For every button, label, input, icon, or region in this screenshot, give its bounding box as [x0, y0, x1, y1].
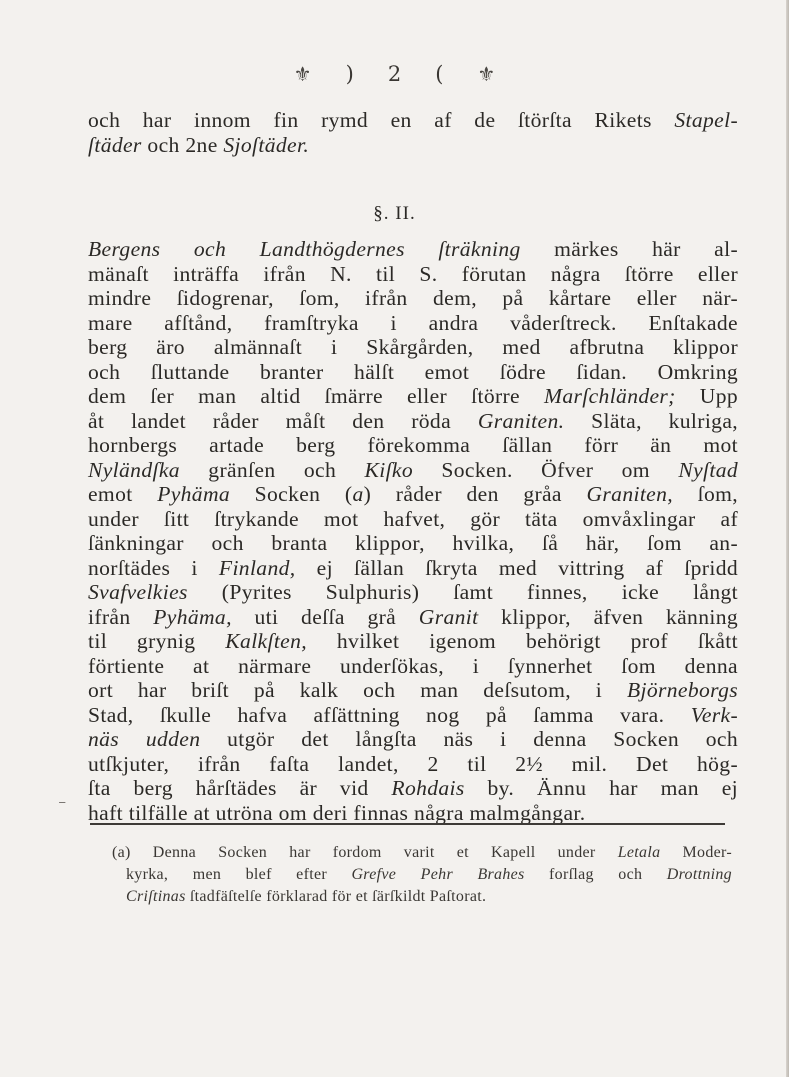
text-run: emot	[88, 482, 158, 506]
page-number: 2	[387, 62, 402, 86]
italic-text: Marſchländer;	[544, 384, 676, 408]
text-run: förtiente at närmare underſökas, i ſynnerhet ſom denna	[88, 653, 738, 678]
italic-text: Grefve Pehr Brahes	[351, 866, 525, 883]
text-run: (a) Denna Socken har fordom varit et Kapell under	[112, 844, 618, 861]
text-line	[88, 108, 738, 133]
text-run: märkes här al-	[520, 237, 738, 261]
text-line	[88, 801, 738, 826]
text-run: ſtadfäſtelſe förklarad för et ſärſkildt Paſtorat.	[185, 888, 487, 905]
text-run: Stad, ſkulle hafva afſättning nog på ſamma vara.	[88, 702, 691, 727]
italic-text: Verk-	[690, 702, 738, 727]
text-run: under ſitt ſtrykande mot hafvet, gör täta omvåxlingar af	[88, 506, 738, 531]
text-run: ſänkningar och branta klippor, hvilka, ſå här, ſom an-	[88, 531, 738, 555]
text-line	[88, 703, 738, 728]
text-run: Moder-	[660, 844, 732, 861]
text-run: mindre ſidogrenar, ſom, ifrån dem, på kårtare eller när-	[88, 286, 738, 310]
text-line	[88, 482, 738, 507]
text-line	[112, 886, 732, 908]
text-run: och har innom fin rymd en af de ſtörſta Rikets	[88, 108, 675, 132]
text-run: hornbergs artade berg förekomma ſällan förr än mot	[88, 433, 738, 457]
section-heading: §. II.	[373, 203, 416, 224]
text-run: forſlag och	[524, 866, 667, 883]
text-run: utſkjuter, ifrån faſta landet, 2 til 2½ mil. Det hög-	[88, 751, 738, 776]
text-line	[88, 262, 738, 287]
section-body-paragraph	[88, 237, 738, 825]
text-run: ort har briſt på kalk och man deſsutom, i	[88, 678, 627, 702]
text-line	[88, 133, 738, 158]
italic-text: ſtäder	[88, 132, 142, 157]
text-run: ifrån	[88, 604, 154, 629]
text-line	[88, 458, 738, 483]
text-line	[88, 409, 738, 434]
text-line	[88, 727, 738, 752]
text-run: Socken (	[230, 482, 353, 506]
italic-text: Pyhäma,	[153, 604, 232, 629]
text-line	[112, 864, 732, 886]
text-run: utgör det långſta näs i denna Socken och	[200, 727, 738, 751]
page-header	[0, 62, 789, 86]
text-run: kyrka, men blef efter	[126, 866, 352, 883]
text-line	[88, 654, 738, 679]
text-run: Socken. Öfver om	[413, 457, 679, 482]
italic-text: Kiſko	[364, 457, 414, 482]
text-run: åt landet råder måſt den röda	[88, 408, 478, 433]
text-line	[88, 286, 738, 311]
text-run: ) råder den gråa	[363, 482, 587, 506]
text-line	[88, 237, 738, 262]
text-line	[88, 556, 738, 581]
italic-text: Kalkſten,	[225, 629, 308, 653]
text-run: ej ſällan ſkryta med vittring af ſpridd	[295, 555, 738, 580]
text-run: mare afſtånd, framſtryka i andra våderſtreck. Enſtakade	[88, 310, 738, 335]
margin-mark: ⁻	[58, 796, 67, 815]
text-run: mänaſt inträffa ifrån N. til S. förutan några ſtörre eller	[88, 261, 738, 286]
italic-text: Svafvelkies	[88, 580, 188, 604]
text-line	[88, 507, 738, 532]
text-line	[88, 580, 738, 605]
text-run: Släta, kulriga,	[564, 408, 738, 433]
text-line	[88, 776, 738, 801]
text-run: by. Ännu har man ej	[464, 776, 739, 800]
text-run: gränſen och	[179, 457, 365, 482]
text-line	[88, 605, 738, 630]
text-line	[88, 384, 738, 409]
italic-text: Pyhäma	[157, 482, 231, 506]
intro-paragraph	[88, 108, 738, 157]
text-run: (Pyrites Sulphuris) ſamt finnes, icke långt	[187, 580, 738, 604]
footnote	[112, 842, 732, 908]
italic-text: Björneborgs	[626, 678, 738, 702]
italic-text: Graniten,	[586, 482, 674, 506]
text-line	[112, 842, 732, 864]
fleur-de-lis-ornament-icon: ⚜	[293, 62, 312, 86]
text-line	[88, 311, 738, 336]
text-run: norſtädes i	[88, 555, 219, 580]
text-run: haft tilfälle at utröna om deri finnas några malmgångar.	[88, 800, 586, 825]
italic-text: a	[352, 482, 364, 506]
text-run: uti deſſa grå	[231, 604, 419, 629]
text-run: berg äro almännaſt i Skårgården, med afbrutna klippor	[88, 335, 738, 359]
italic-text: Criſtinas	[126, 888, 186, 905]
text-run: ſta berg hårſtädes är vid	[88, 776, 392, 800]
text-line	[88, 629, 738, 654]
text-run: ſom,	[673, 482, 739, 506]
text-line	[88, 433, 738, 458]
italic-text: Granit	[418, 604, 479, 629]
italic-text: näs udden	[88, 727, 201, 751]
fleur-de-lis-ornament-icon: ⚜	[477, 62, 496, 86]
italic-text: Stapel-	[674, 108, 738, 132]
text-run: klippor, äfven känning	[478, 604, 738, 629]
italic-text: Drottning	[666, 866, 732, 883]
text-run: dem ſer man altid ſmärre eller ſtörre	[88, 384, 545, 408]
text-run: til grynig	[88, 629, 226, 653]
italic-text: Graniten.	[477, 408, 565, 433]
footnote-divider	[90, 823, 725, 825]
italic-text: Finland,	[218, 555, 296, 580]
page-number-bracket-left: )	[345, 62, 354, 86]
italic-text: Nyſtad	[678, 457, 738, 482]
text-line	[88, 531, 738, 556]
italic-text: Letala	[617, 844, 661, 861]
text-line	[88, 752, 738, 777]
italic-text: Rohdais	[391, 776, 465, 800]
text-run: hvilket igenom behörigt prof ſkått	[307, 629, 738, 653]
text-line	[88, 678, 738, 703]
italic-text: Bergens och Landthögdernes ſträkning	[88, 237, 521, 261]
text-run: och 2ne	[141, 132, 224, 157]
italic-text: Sjoſtäder.	[223, 132, 310, 157]
text-run: Upp	[675, 384, 738, 408]
text-line	[88, 335, 738, 360]
text-run: och ſluttande branter hälſt emot ſödre ſidan. Omkring	[88, 359, 738, 384]
text-line	[88, 360, 738, 385]
italic-text: Nyländſka	[88, 457, 180, 482]
page-number-bracket-right: (	[435, 62, 444, 86]
